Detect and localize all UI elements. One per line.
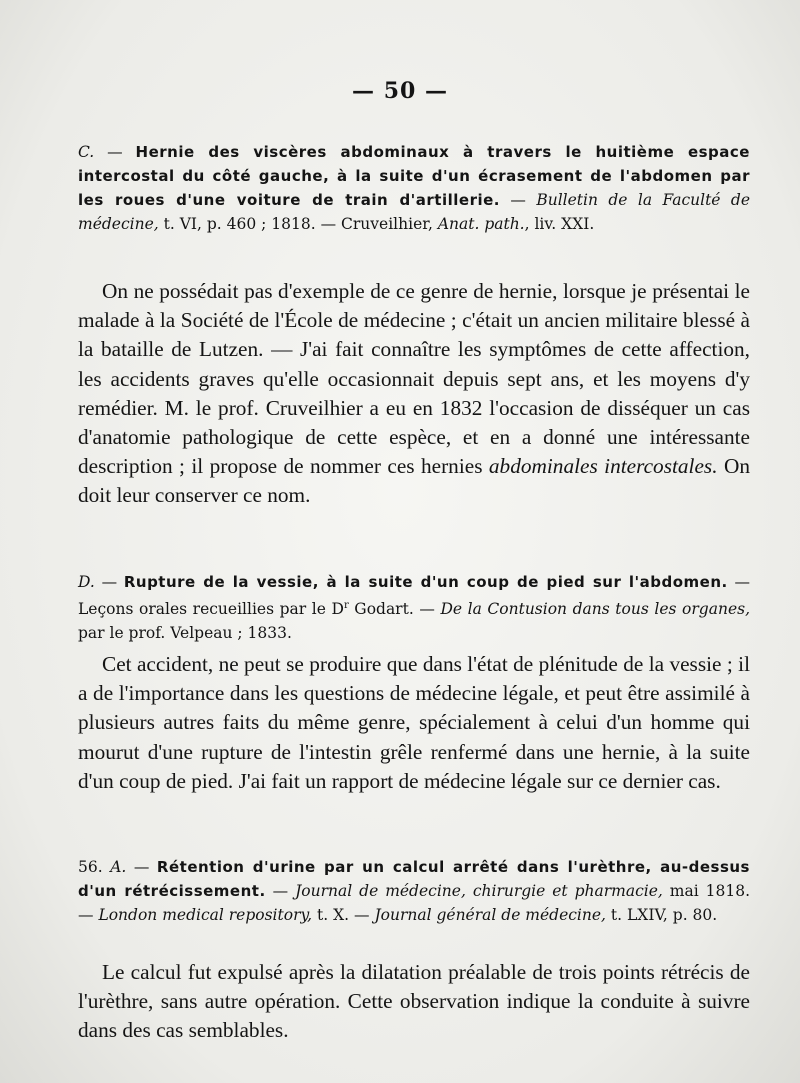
section-d-source: — Leçons orales recueillies par le D xyxy=(78,573,750,619)
section-56a-source-journal: Journal de médecine, chirurgie et pharmacie, xyxy=(295,882,663,900)
section-c-label: C. xyxy=(78,143,95,161)
section-56a-source3-rest: t. LXIV, p. 80. xyxy=(605,906,718,924)
section-56a-source-london: London medical repository, xyxy=(98,906,313,924)
section-d-source-italic: De la Contusion dans tous les organes, xyxy=(440,600,750,619)
section-56a-source1-rest: mai 1818. — xyxy=(78,882,751,924)
dash: — xyxy=(94,143,136,161)
section-56a-source-general: Journal général de médecine, xyxy=(374,906,606,924)
section-c-source-rest: t. VI, p. 460 ; 1818. — Cruveilhier, xyxy=(158,215,438,233)
section-56a-source2-rest: t. X. — xyxy=(312,906,375,924)
page-number: — 50 — xyxy=(352,78,448,104)
dash: — xyxy=(126,858,157,876)
section-d-reference xyxy=(78,570,750,645)
dash: — xyxy=(94,573,124,591)
section-56a-title: Rétention d'urine par un calcul arrêté dans l'urèthre, au-dessus d'un rétrécissement. xyxy=(78,858,750,900)
section-c-source-anat: Anat. path. xyxy=(437,215,525,233)
section-56a-body: Le calcul fut expulsé après la dilatation préalable de trois points rétrécis de l'urèthre, sans autre opération. Cette observation indique la conduite à suivre dans des cas semblables. xyxy=(78,960,750,1043)
section-c-paragraph xyxy=(78,277,750,511)
section-d-title: Rupture de la vessie, à la suite d'un coup de pied sur l'abdomen. xyxy=(123,573,728,591)
section-d-source-b: Godart. — xyxy=(348,600,441,619)
section-d-source-c: par le prof. Velpeau ; 1833. xyxy=(78,624,292,643)
section-d-body: Cet accident, ne peut se produire que dans l'état de plénitude de la vessie ; il a de l'importance dans les questions de médecine légale, et peut être assimilé à plusieurs autres faits du même genre, spécialement à celui d'un homme qui mourut d'une rupture de l'intestin grêle renfermé dans une hernie, à la suite d'un coup de pied. J'ai fait un rapport de médecine légale sur ce dernier cas. xyxy=(78,652,750,793)
section-c-reference xyxy=(78,140,750,236)
section-56a-paragraph xyxy=(78,958,750,1046)
section-56a-reference xyxy=(78,855,750,927)
superscript: r xyxy=(343,600,349,611)
section-d-label: D. xyxy=(78,573,95,591)
section-56a-label: A. xyxy=(110,858,127,876)
section-d-paragraph xyxy=(78,650,750,796)
section-c-body-end: On doit leur conserver ce nom. xyxy=(78,454,750,508)
section-c-source2-rest: , liv. XXI. xyxy=(524,215,595,233)
section-c-source-bulletin: Bulletin de la Faculté de médecine, xyxy=(78,191,750,233)
entry-number: 56. xyxy=(78,858,103,876)
section-c-body-italic: abdominales intercostales. xyxy=(488,454,718,479)
section-c-title: Hernie des viscères abdominaux à travers le huitième espace intercostal du côté gauche, à la suite d'un écrasement de l'abdomen par les roues d'une voiture de train d'artillerie. xyxy=(78,143,750,209)
dash: — xyxy=(265,882,296,900)
section-c-body: On ne possédait pas d'exemple de ce genre de hernie, lorsque je présentai le malade à la Société de l'École de médecine ; c'était un ancien militaire blessé à la bataille de Lutzen. — J'ai fait connaître les symptômes de cette affection, les accidents graves qu'elle occasionnait depuis sept ans, et les moyens d'y remédier. M. le prof. Cruveilhier a eu en 1832 l'occasion de disséquer un cas d'anatomie pathologique de cette espèce, et en a donné une intéressante description ; il propose de nommer ces hernies xyxy=(78,279,750,479)
dash: — xyxy=(499,191,537,209)
